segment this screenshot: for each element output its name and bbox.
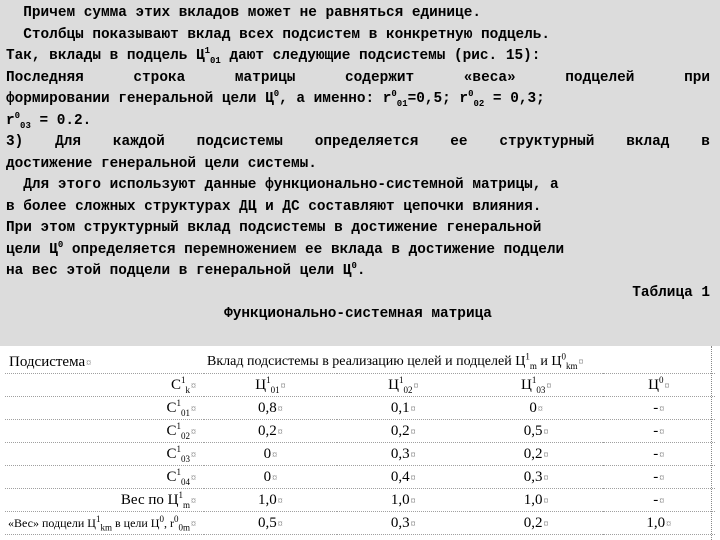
subheader-cell [5,374,204,397]
value-cell [337,397,470,420]
cell-end-mark: ¤ [191,426,196,438]
cell-text: C [166,468,177,485]
cell-value: 1,0 [523,491,543,508]
header-text: и Ц [536,354,562,369]
word: подцелей [565,69,635,86]
text-line: При этом структурный вклад подсистемы в достижение генеральной [6,220,542,236]
cell-value: 0,5 [258,514,277,531]
cell-text: в цели Ц [111,515,160,530]
cell-end-mark: ¤ [543,518,549,530]
cell-text: Ц [520,376,532,393]
cell-end-mark: ¤ [664,380,670,392]
table-number: Таблица 1 [632,284,710,301]
row-label-cell [5,512,204,535]
word: подсистемы [196,134,283,150]
table-edge-dots [711,346,718,540]
word: определяется [314,134,419,150]
cell-value: 0,2 [258,422,277,439]
value-cell [603,466,715,489]
cell-end-mark: ¤ [272,449,278,461]
sup: 0 [159,513,164,524]
value-cell [337,512,470,535]
cell-end-mark: ¤ [410,472,416,484]
value-cell [603,512,715,535]
cell-text: Вес по Ц [120,491,179,508]
cell-value: 1,0 [258,491,277,508]
table-subheader-row [5,374,715,397]
cell-end-mark: ¤ [543,426,549,438]
cell-end-mark: ¤ [659,495,665,507]
sub: m [182,499,190,510]
text-line: цели $Ц^0$ определяется перемножением ее вклада в достижение подцели [6,239,565,258]
value-cell [470,489,603,512]
sup: 1 [531,374,537,385]
sup: 0 [173,513,179,524]
cell-text: Ц [255,376,267,393]
subheader-cell [603,374,715,397]
sup: 0 [561,351,566,362]
sub: 01 [270,384,280,395]
cell-value: 1,0 [390,491,410,508]
cell-end-mark: ¤ [659,449,665,461]
value-cell [470,420,603,443]
value-cell [204,489,337,512]
row-label-cell [5,397,204,420]
value-cell [204,512,337,535]
sup: 1 [398,374,404,385]
subheader-cell [337,374,470,397]
sup: 1 [525,351,530,362]
cell-value: - [653,491,659,508]
sub: m [529,360,537,371]
sub: 01 [181,407,190,418]
sub: 03 [536,384,546,395]
cell-end-mark: ¤ [659,403,665,415]
cell-text: , r [163,515,174,530]
value-cell [204,397,337,420]
word: структурный [499,134,595,150]
text-line: Столбцы показывают вклад всех подсистем в конкретную подцель. [6,26,551,43]
cell-end-mark: ¤ [413,380,419,392]
cell-end-mark: ¤ [410,426,416,438]
sub: 04 [181,476,190,487]
text-line: достижение генеральной цели системы. [6,155,317,172]
value-cell [603,489,715,512]
sub: km [565,360,578,371]
row-label-cell [5,466,204,489]
text-line: Для этого используют данные функционально-системной матрицы, а [6,177,559,193]
cell-value: - [653,422,659,439]
sub: 03 [181,453,190,464]
text-line: формировании генеральной цели $Ц^0$, а именно: $r^0_{01}=0,5$; $r^0_{02} = 0,3$; [6,89,545,109]
sup: 1 [176,420,181,431]
cell-value: 0,4 [390,468,410,485]
word: Для [55,134,82,150]
value-cell [204,443,337,466]
value-cell [204,466,337,489]
value-cell [470,397,603,420]
cell-value: - [653,399,659,416]
sup: 1 [266,374,271,385]
cell-end-mark: ¤ [191,472,196,484]
value-cell [204,420,337,443]
table-row [5,512,715,535]
cell-text: C [166,399,177,416]
cell-value: 0,8 [258,399,277,416]
table-row [5,443,715,466]
value-cell [470,512,603,535]
subheader-cell [470,374,603,397]
sup: 1 [176,466,181,477]
cell-value: 0,2 [390,422,410,439]
cell-value: - [653,445,659,462]
cell-text: Ц [648,376,659,393]
value-cell [337,489,470,512]
cell-value: - [653,468,659,485]
value-cell [603,397,715,420]
cell-value: 0,3 [523,468,543,485]
table-title: Функционально-системная матрица [224,306,492,322]
sub: km [100,521,112,532]
cell-end-mark: ¤ [280,380,286,392]
table-row [5,466,715,489]
cell-value: 0 [263,445,272,462]
sup: 1 [178,489,183,500]
cell-text: Ц [388,376,399,393]
sub: k [185,384,190,395]
value-cell [337,443,470,466]
cell-value: 0,3 [390,445,410,462]
cell-end-mark: ¤ [191,380,196,392]
value-cell [337,420,470,443]
cell-value: 0,5 [523,422,543,439]
value-cell [470,443,603,466]
cell-value: 0,1 [390,399,410,416]
sup: 1 [181,374,186,385]
word: при [684,69,710,86]
text-line: на вес этой подцели в генеральной цели $Ц^0$. [6,261,366,279]
cell-end-mark: ¤ [410,449,416,461]
word: матрицы [234,69,296,86]
cell-end-mark: ¤ [277,495,283,507]
row-label-cell [5,489,204,512]
cell-value: 0,3 [390,514,410,531]
cell-end-mark: ¤ [277,426,283,438]
cell-end-mark: ¤ [666,518,672,530]
sub: 02 [181,430,190,441]
sup: 1 [176,443,181,454]
word: в [701,134,710,150]
cell-end-mark: ¤ [272,472,278,484]
cell-end-mark: ¤ [537,403,543,415]
cell-end-mark: ¤ [543,472,549,484]
cell-end-mark: ¤ [410,403,416,415]
value-cell [603,420,715,443]
text-line: в более сложных структурах ДЦ и ДС составляют цепочки влияния. [6,198,542,215]
word: каждой [112,134,165,150]
cell-end-mark: ¤ [410,518,416,530]
sup: 1 [95,513,101,524]
cell-end-mark: ¤ [578,357,584,368]
cell-value: 0,2 [523,445,543,462]
document-text [6,3,710,326]
text-line: Причем сумма этих вкладов может не равняться единице. [6,5,481,21]
row-label-cell [5,420,204,443]
cell-end-mark: ¤ [277,403,283,415]
cell-end-mark: ¤ [543,449,549,461]
subheader-cell [204,374,337,397]
header-cell-contribution [204,351,715,374]
cell-text: C [166,422,177,439]
word: ее [450,134,468,150]
row-label-cell [5,443,204,466]
cell-end-mark: ¤ [659,472,665,484]
sup: 1 [176,397,181,408]
header-text: Подсистема [9,353,86,370]
cell-value: 0 [529,399,537,416]
cell-value: 1,0 [646,514,666,531]
sub: 02 [403,384,413,395]
text-line-justified [6,68,710,90]
cell-text: C [166,445,177,462]
cell-end-mark: ¤ [191,495,196,507]
cell-text: C [170,376,181,393]
matrix-table-image [0,346,720,540]
cell-end-mark: ¤ [191,403,196,415]
header-cell-subsystem [5,351,204,374]
cell-end-mark: ¤ [543,495,549,507]
text-line: $r^0_{03} = 0.2$. [6,110,92,131]
cell-end-mark: ¤ [86,357,92,369]
cell-end-mark: ¤ [191,449,196,461]
table-row [5,420,715,443]
cell-end-mark: ¤ [410,495,416,507]
word: «веса» [463,69,516,86]
cell-end-mark: ¤ [277,518,283,530]
word: 3) [6,134,24,150]
word: вклад [626,134,670,150]
word: Последняя [6,69,84,86]
matrix-table [5,351,715,535]
cell-value: 0,2 [523,514,543,531]
cell-value: 0 [263,468,272,485]
value-cell [337,466,470,489]
sup: 0 [658,374,664,385]
text-line-justified [6,132,710,154]
table-row [5,489,715,512]
table-row [5,397,715,420]
sub: 0m [178,521,190,532]
text-line: Так, вклады в подцель $Ц^1_{01}$ дают следующие подсистемы (рис. 15): [6,46,541,66]
table-header-row [5,351,715,374]
cell-end-mark: ¤ [659,426,665,438]
word: содержит [345,69,415,86]
cell-text: «Вес» подцели Ц [8,515,96,530]
value-cell [470,466,603,489]
value-cell [603,443,715,466]
cell-end-mark: ¤ [191,518,196,530]
word: строка [133,69,186,86]
header-text: Вклад подсистемы в реализацию целей и подцелей Ц [207,354,526,369]
cell-end-mark: ¤ [546,380,552,392]
